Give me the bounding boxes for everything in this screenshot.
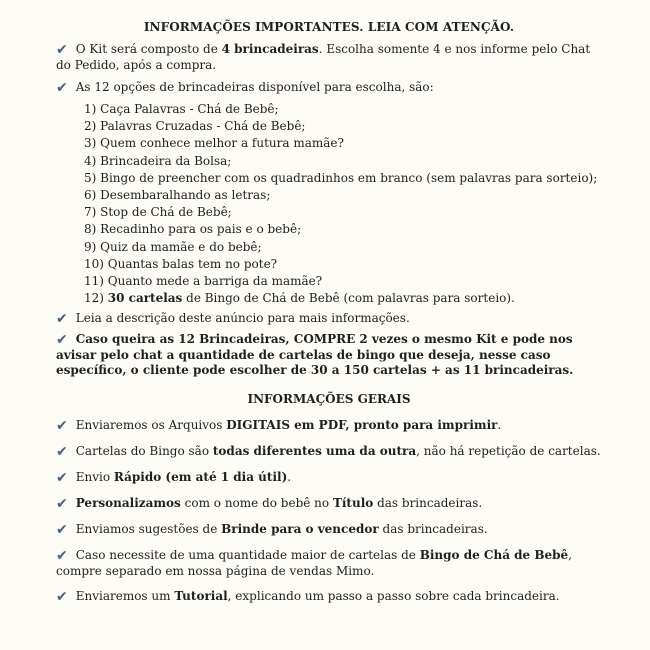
general-info-bold-text: Bingo de Chá de Bebê — [419, 548, 569, 563]
general-info-text: com o nome do bebê no — [180, 496, 333, 511]
general-info-text: . — [287, 470, 292, 485]
list-item: 11) Quanto mede a barriga da mamãe? — [84, 274, 323, 289]
list-item: 4) Brincadeira da Bolsa; — [84, 153, 232, 168]
general-info-item — [56, 418, 602, 434]
general-info-text: das brincadeiras. — [373, 496, 483, 511]
check-mark-icon: ✔ — [56, 332, 68, 349]
general-info-text: , explicando um passo a passo sobre cada brincadeira. — [227, 589, 560, 604]
options-intro-text: As 12 opções de brincadeiras disponível para escolha, são: — [75, 80, 434, 94]
list-item: 5) Bingo de preencher com os quadradinhos em branco (sem palavras para sorteio); — [84, 170, 598, 185]
general-info-item — [56, 470, 602, 486]
kit-count-bold: 4 brincadeiras — [221, 42, 319, 56]
check-mark-icon: ✔ — [56, 311, 68, 328]
check-mark-icon: ✔ — [56, 42, 68, 58]
list-item: 9) Quiz da mamãe e do bebê; — [84, 239, 262, 254]
general-info-text: , não há repetição de cartelas. — [416, 444, 601, 459]
general-info-list — [56, 418, 602, 605]
general-info-bold-text: Brinde para o vencedor — [221, 522, 379, 537]
games-list — [84, 101, 602, 307]
general-info-item — [56, 589, 602, 605]
check-mark-icon: ✔ — [56, 522, 68, 539]
general-info-text: Enviamos sugestões de — [75, 522, 222, 537]
general-info-item — [56, 496, 602, 512]
read-description-paragraph — [56, 311, 602, 327]
general-info-text: , compre separado em nossa página de vendas Mimo. — [56, 548, 572, 579]
general-info-bold-text: Tutorial — [174, 589, 228, 604]
game12-number: 12) — [84, 291, 108, 306]
kit-text-start: O Kit será composto de — [75, 42, 222, 56]
general-info-item — [56, 522, 602, 538]
general-info-text: das brincadeiras. — [378, 522, 488, 537]
options-intro-paragraph — [56, 80, 602, 96]
check-mark-icon: ✔ — [56, 589, 68, 606]
general-info-text: Cartelas do Bingo são — [75, 444, 213, 459]
list-item: 1) Caça Palavras - Chá de Bebê; — [84, 102, 279, 116]
general-info-text: Caso necessite de uma quantidade maior de cartelas de — [75, 548, 420, 563]
read-description-text: Leia a descrição deste anúncio para mais informações. — [75, 311, 410, 326]
buy-twice-paragraph — [56, 332, 602, 378]
check-mark-icon: ✔ — [56, 418, 68, 435]
game12-bold: 30 cartelas — [107, 291, 183, 306]
general-info-item — [56, 444, 602, 460]
check-mark-icon: ✔ — [56, 80, 68, 96]
general-info-text: Envio — [75, 470, 114, 485]
buy-twice-text: Caso queira as 12 Brincadeiras, COMPRE 2 vezes o mesmo Kit e pode nos avisar pelo chat a quantidade de cartelas de bingo que deseja, nesse caso específico, o cliente pode escolher de 30 a 150 cartelas + as 11 brincadeiras. — [56, 332, 574, 378]
list-item: 3) Quem conhece melhor a futura mamãe? — [84, 136, 344, 151]
check-mark-icon: ✔ — [56, 548, 68, 565]
list-item — [84, 290, 602, 307]
list-item: 8) Recadinho para os pais e o bebê; — [84, 222, 302, 237]
general-info-item — [56, 548, 602, 579]
check-mark-icon: ✔ — [56, 444, 68, 461]
list-item: 2) Palavras Cruzadas - Chá de Bebê; — [84, 119, 306, 134]
check-mark-icon: ✔ — [56, 496, 68, 513]
list-item: 10) Quantas balas tem no pote? — [84, 256, 278, 271]
general-info-bold-text: todas diferentes uma da outra — [212, 444, 417, 459]
general-info-bold-text: DIGITAIS em PDF, pronto para imprimir — [226, 418, 498, 433]
kit-text-end: . Escolha somente 4 e nos informe pelo Chat do Pedido, após a compra. — [56, 42, 591, 72]
general-info-text: Enviaremos um — [75, 589, 175, 604]
general-info-bold-text: Rápido (em até 1 dia útil) — [113, 470, 288, 485]
general-info-heading: INFORMAÇÕES GERAIS — [247, 392, 411, 407]
general-info-bold-text: Título — [332, 496, 374, 511]
game12-text: de Bingo de Chá de Bebê (com palavras para sorteio). — [182, 291, 515, 306]
page-title: INFORMAÇÕES IMPORTANTES. LEIA COM ATENÇÃO. — [143, 20, 515, 34]
general-info-text: . — [497, 418, 502, 433]
check-mark-icon: ✔ — [56, 470, 68, 487]
general-info-text: Enviaremos os Arquivos — [75, 418, 227, 433]
list-item: 6) Desembaralhando as letras; — [84, 188, 271, 203]
general-info-bold-text: Personalizamos — [75, 496, 181, 511]
list-item: 7) Stop de Chá de Bebê; — [84, 205, 232, 220]
kit-composition-paragraph — [56, 42, 602, 73]
